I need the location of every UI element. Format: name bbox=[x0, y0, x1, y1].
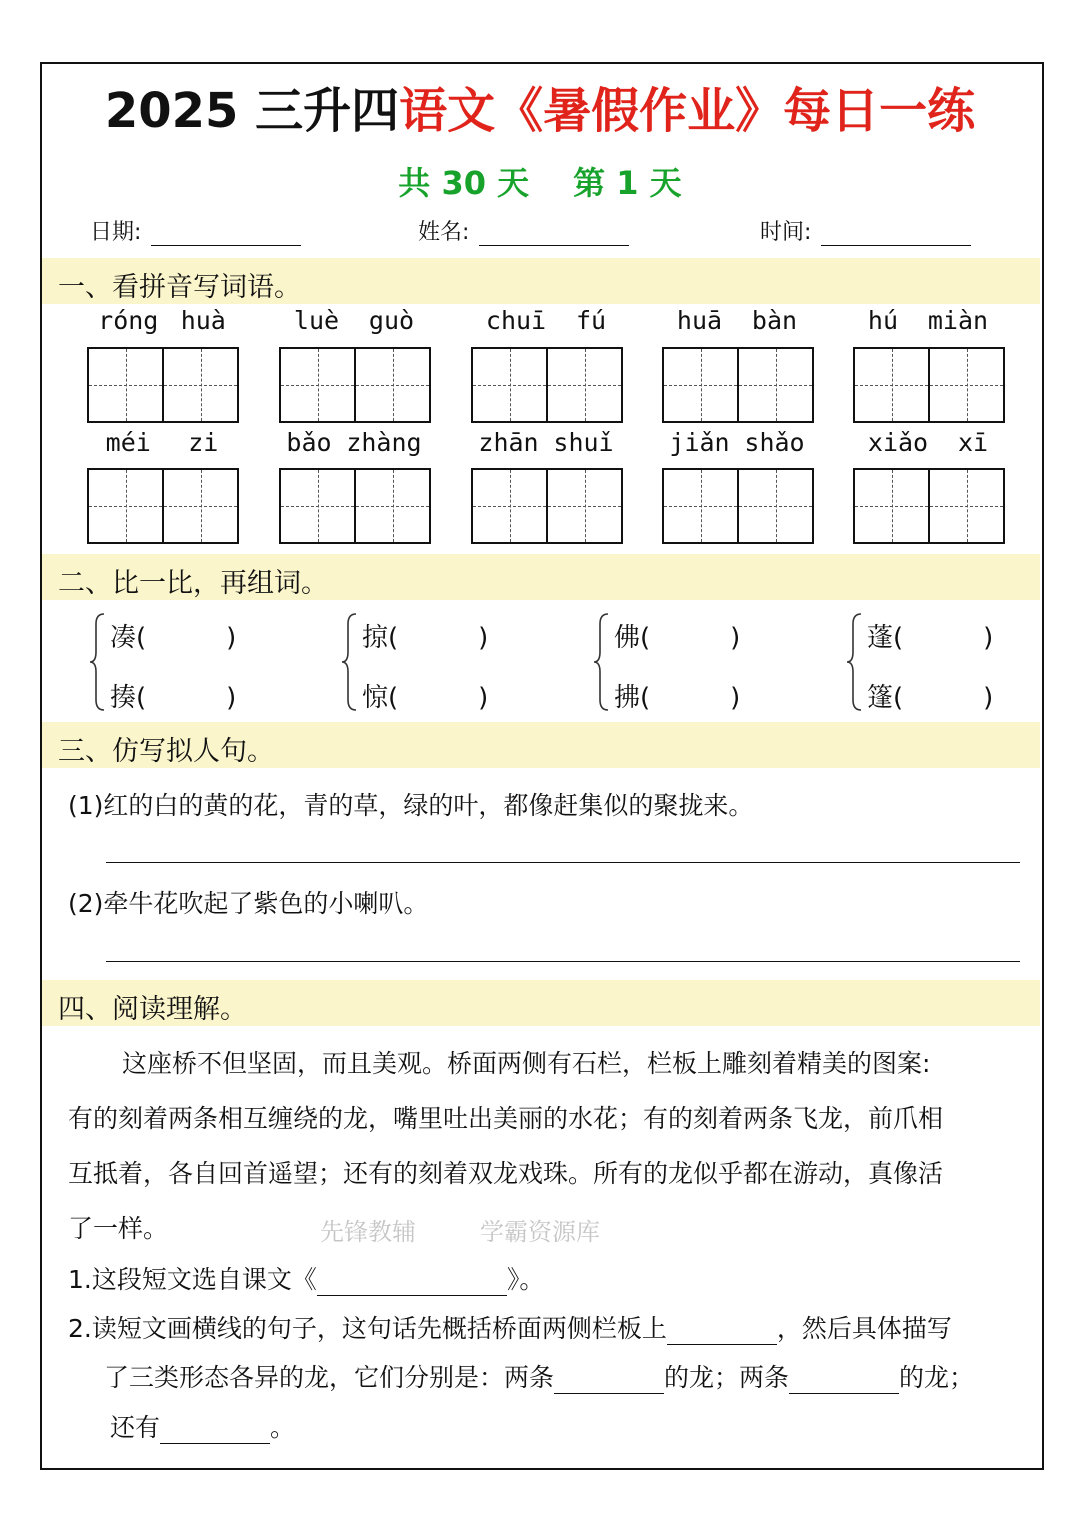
paren: ( bbox=[640, 623, 651, 653]
pinyin-label bbox=[853, 428, 1003, 457]
time-field[interactable]: 时间: bbox=[760, 215, 971, 246]
compare-item[interactable] bbox=[867, 677, 993, 714]
writing-cell[interactable] bbox=[89, 470, 164, 542]
pinyin-label bbox=[662, 428, 812, 457]
pinyin-syllable: xiǎo bbox=[867, 428, 929, 457]
brace-icon bbox=[592, 612, 610, 712]
writing-cell[interactable] bbox=[664, 349, 739, 421]
paren: ) bbox=[730, 683, 741, 713]
pinyin-syllable: fú bbox=[575, 306, 607, 335]
answer-blank[interactable] bbox=[554, 1367, 664, 1394]
answer-line-2[interactable] bbox=[106, 961, 1020, 962]
writing-cell[interactable] bbox=[356, 470, 429, 542]
pinyin-syllable: huā bbox=[676, 306, 723, 335]
pinyin-syllable: hú bbox=[867, 306, 899, 335]
paren: ( bbox=[893, 683, 904, 713]
writing-cell[interactable] bbox=[855, 470, 930, 542]
paren: ) bbox=[478, 623, 489, 653]
pinyin-label bbox=[471, 428, 621, 457]
paren: ( bbox=[388, 623, 399, 653]
character: 拂 bbox=[614, 683, 641, 713]
question-1: 1.这段短文选自课文《 》。 bbox=[68, 1265, 545, 1294]
paren: ( bbox=[388, 683, 399, 713]
watermark: 先锋教辅 bbox=[320, 1218, 416, 1246]
character: 掠 bbox=[362, 623, 389, 653]
watermark: 学霸资源库 bbox=[480, 1218, 600, 1246]
writing-cell[interactable] bbox=[664, 470, 739, 542]
answer-blank[interactable] bbox=[160, 1417, 270, 1444]
writing-cell[interactable] bbox=[473, 349, 548, 421]
writing-grid[interactable] bbox=[87, 468, 239, 544]
compare-item[interactable] bbox=[867, 617, 993, 654]
question-2-cont: 还有 。 bbox=[110, 1413, 296, 1442]
writing-cell[interactable] bbox=[930, 470, 1003, 542]
character: 蓬 bbox=[867, 623, 894, 653]
paren: ( bbox=[640, 683, 651, 713]
writing-grid[interactable] bbox=[853, 347, 1005, 423]
writing-cell[interactable] bbox=[164, 470, 237, 542]
writing-grid[interactable] bbox=[279, 468, 431, 544]
writing-cell[interactable] bbox=[164, 349, 237, 421]
writing-grid[interactable] bbox=[87, 347, 239, 423]
paren: ) bbox=[478, 683, 489, 713]
brace-icon bbox=[88, 612, 106, 712]
writing-cell[interactable] bbox=[548, 349, 621, 421]
character: 揍 bbox=[110, 683, 137, 713]
pinyin-syllable: jiǎn bbox=[669, 428, 730, 457]
compare-item[interactable] bbox=[110, 617, 236, 654]
pinyin-syllable: zhān bbox=[478, 428, 539, 457]
writing-cell[interactable] bbox=[930, 349, 1003, 421]
writing-grid[interactable] bbox=[662, 468, 814, 544]
reading-line: 了一样。 bbox=[68, 1214, 169, 1243]
section-header-3: 三、仿写拟人句。 bbox=[42, 722, 1040, 768]
pinyin-syllable: shuǐ bbox=[553, 428, 614, 457]
writing-cell[interactable] bbox=[356, 349, 429, 421]
writing-grid[interactable] bbox=[853, 468, 1005, 544]
pinyin-syllable: zi bbox=[188, 428, 219, 457]
paren: ( bbox=[136, 683, 147, 713]
answer-blank[interactable] bbox=[317, 1269, 507, 1296]
section-header-4: 四、阅读理解。 bbox=[42, 980, 1040, 1026]
answer-line-1[interactable] bbox=[106, 862, 1020, 863]
paren: ( bbox=[893, 623, 904, 653]
pinyin-label bbox=[662, 306, 812, 335]
name-field[interactable]: 姓名: bbox=[418, 215, 629, 246]
section-header-2: 二、比一比，再组词。 bbox=[42, 554, 1040, 600]
writing-grid[interactable] bbox=[662, 347, 814, 423]
compare-item[interactable] bbox=[362, 617, 488, 654]
pinyin-syllable: bǎo bbox=[286, 428, 332, 457]
paren: ) bbox=[983, 683, 994, 713]
pinyin-syllable: guò bbox=[368, 306, 415, 335]
brace-icon bbox=[845, 612, 863, 712]
answer-blank[interactable] bbox=[789, 1367, 899, 1394]
pinyin-label bbox=[87, 428, 237, 457]
answer-blank[interactable] bbox=[667, 1318, 777, 1345]
date-field[interactable]: 日期: bbox=[90, 215, 301, 246]
character: 佛 bbox=[614, 623, 641, 653]
writing-cell[interactable] bbox=[739, 349, 812, 421]
pinyin-syllable: róng bbox=[98, 306, 159, 335]
writing-cell[interactable] bbox=[739, 470, 812, 542]
question-2: 2.读短文画横线的句子，这句话先概括桥面两侧栏板上 ，然后具体描写 bbox=[68, 1314, 952, 1343]
paren: ) bbox=[983, 623, 994, 653]
compare-item[interactable] bbox=[362, 677, 488, 714]
section-header-1: 一、看拼音写词语。 bbox=[42, 258, 1040, 304]
pinyin-label bbox=[853, 306, 1003, 335]
pinyin-syllable: chuī bbox=[485, 306, 547, 335]
reading-line: 互抵着，各自回首遥望；还有的刻着双龙戏珠。所有的龙似乎都在游动，真像活 bbox=[68, 1159, 944, 1188]
paren: ) bbox=[226, 623, 237, 653]
paren: ) bbox=[226, 683, 237, 713]
pinyin-label bbox=[87, 306, 237, 335]
compare-item[interactable] bbox=[110, 677, 236, 714]
pinyin-syllable: miàn bbox=[927, 306, 989, 335]
pinyin-label bbox=[279, 428, 429, 457]
pinyin-syllable: xī bbox=[957, 428, 989, 457]
character: 凑 bbox=[110, 623, 137, 653]
character: 篷 bbox=[867, 683, 894, 713]
writing-cell[interactable] bbox=[281, 349, 356, 421]
brace-icon bbox=[340, 612, 358, 712]
writing-cell[interactable] bbox=[548, 470, 621, 542]
pinyin-label bbox=[471, 306, 621, 335]
writing-cell[interactable] bbox=[473, 470, 548, 542]
writing-grid[interactable] bbox=[471, 468, 623, 544]
sentence-1: (1)红的白的黄的花，青的草，绿的叶，都像赶集似的聚拢来。 bbox=[68, 791, 754, 820]
pinyin-syllable: zhàng bbox=[346, 428, 422, 457]
compare-item[interactable] bbox=[614, 677, 740, 714]
sentence-2: (2)牵牛花吹起了紫色的小喇叭。 bbox=[68, 889, 429, 918]
writing-grid[interactable] bbox=[471, 347, 623, 423]
question-2-cont: 了三类形态各异的龙，它们分别是：两条 的龙；两条 的龙； bbox=[104, 1363, 975, 1392]
compare-item[interactable] bbox=[614, 617, 740, 654]
pinyin-syllable: luè bbox=[293, 306, 340, 335]
paren: ( bbox=[136, 623, 147, 653]
paren: ) bbox=[730, 623, 741, 653]
pinyin-syllable: méi bbox=[105, 428, 151, 457]
page-title: 2025 三升四语文《暑假作业》每日一练 bbox=[104, 83, 976, 139]
writing-cell[interactable] bbox=[89, 349, 164, 421]
pinyin-syllable: shǎo bbox=[744, 428, 805, 457]
reading-line: 有的刻着两条相互缠绕的龙，嘴里吐出美丽的水花；有的刻着两条飞龙，前爪相 bbox=[68, 1104, 944, 1133]
writing-cell[interactable] bbox=[281, 470, 356, 542]
character: 惊 bbox=[362, 683, 389, 713]
subtitle: 共 30 天 第 1 天 bbox=[398, 164, 682, 202]
pinyin-syllable: huà bbox=[180, 306, 226, 335]
writing-cell[interactable] bbox=[855, 349, 930, 421]
reading-line: 这座桥不但坚固，而且美观。桥面两侧有石栏，栏板上雕刻着精美的图案: bbox=[122, 1049, 931, 1078]
pinyin-syllable: bàn bbox=[751, 306, 798, 335]
writing-grid[interactable] bbox=[279, 347, 431, 423]
pinyin-label bbox=[279, 306, 429, 335]
